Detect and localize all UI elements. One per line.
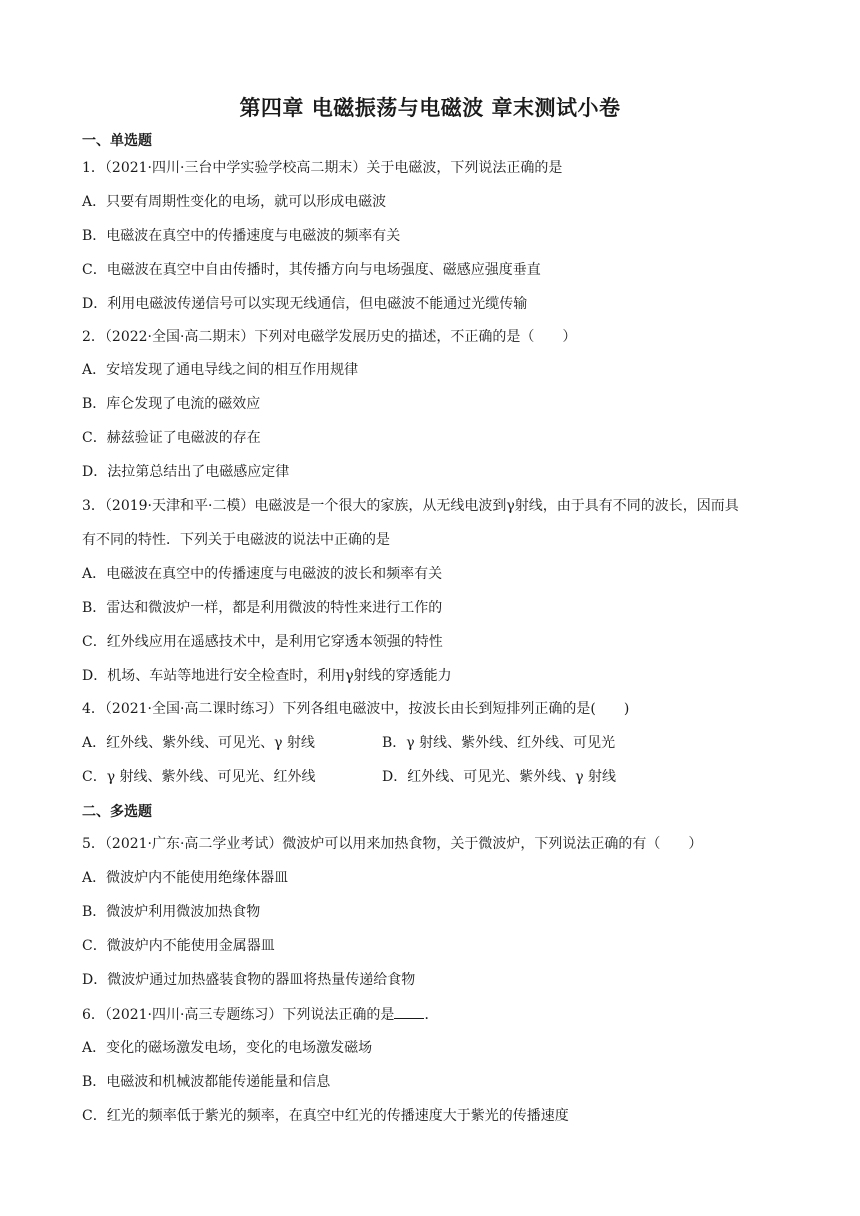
section-heading-multi-choice: 二、多选题 (82, 804, 152, 820)
q5-option-d: D．微波炉通过加热盛装食物的器皿将热量传递给食物 (82, 972, 416, 988)
q3-option-d: D．机场、车站等地进行安全检查时，利用γ射线的穿透能力 (82, 668, 452, 684)
q1-option-a: A．只要有周期性变化的电场，就可以形成电磁波 (82, 194, 387, 210)
q4-option-c: C．γ 射线、紫外线、可见光、红外线 (82, 769, 316, 785)
q2-option-a: A．安培发现了通电导线之间的相互作用规律 (82, 362, 359, 378)
q3-option-c: C．红外线应用在遥感技术中，是利用它穿透本领强的特性 (82, 634, 443, 650)
q4-stem: 4．（2021·全国·高二课时练习）下列各组电磁波中，按波长由长到短排列正确的是( ) (82, 701, 630, 717)
q2-option-b: B．库仑发现了电流的磁效应 (82, 396, 261, 412)
q6-stem-row (82, 1004, 438, 1025)
q4-option-d: D．红外线、可见光、紫外线、γ 射线 (382, 769, 617, 785)
answer-blank (394, 1004, 424, 1019)
q3-stem-line1: 3．（2019·天津和平·二模）电磁波是一个很大的家族，从无线电波到γ射线，由于具有不同的波长，因而具 (82, 498, 739, 514)
q2-option-c: C．赫兹验证了电磁波的存在 (82, 430, 261, 446)
q5-stem: 5．（2021·广东·高二学业考试）微波炉可以用来加热食物，关于微波炉，下列说法正确的有（ ） (82, 836, 703, 852)
q6-option-c: C．红光的频率低于紫光的频率，在真空中红光的传播速度大于紫光的传播速度 (82, 1108, 569, 1124)
q1-stem: 1．（2021·四川·三台中学实验学校高二期末）关于电磁波，下列说法正确的是 (82, 160, 563, 176)
q4-option-b: B．γ 射线、紫外线、红外线、可见光 (382, 735, 616, 751)
q3-option-b: B．雷达和微波炉一样，都是利用微波的特性来进行工作的 (82, 600, 443, 616)
page-title: 第四章 电磁振荡与电磁波 章末测试小卷 (239, 96, 621, 120)
q6-stem-end: ． (424, 1007, 439, 1023)
q6-option-a: A．变化的磁场激发电场，变化的电场激发磁场 (82, 1040, 373, 1056)
q3-option-a: A．电磁波在真空中的传播速度与电磁波的波长和频率有关 (82, 566, 443, 582)
q4-option-a: A．红外线、紫外线、可见光、γ 射线 (82, 735, 315, 751)
q6-stem: 6．（2021·四川·高三专题练习）下列说法正确的是 (82, 1007, 395, 1023)
q5-option-b: B．微波炉利用微波加热食物 (82, 904, 261, 920)
q2-stem: 2．（2022·全国·高二期末）下列对电磁学发展历史的描述，不正确的是（ ） (82, 329, 577, 345)
q1-option-d: D．利用电磁波传递信号可以实现无线通信，但电磁波不能通过光缆传输 (82, 296, 528, 312)
section-heading-single-choice: 一、单选题 (82, 133, 152, 149)
q5-option-a: A．微波炉内不能使用绝缘体器皿 (82, 870, 289, 886)
q2-option-d: D．法拉第总结出了电磁感应定律 (82, 464, 290, 480)
q5-option-c: C．微波炉内不能使用金属器皿 (82, 938, 275, 954)
q3-stem-line2: 有不同的特性．下列关于电磁波的说法中正确的是 (82, 532, 390, 548)
q1-option-b: B．电磁波在真空中的传播速度与电磁波的频率有关 (82, 228, 401, 244)
q6-option-b: B．电磁波和机械波都能传递能量和信息 (82, 1074, 331, 1090)
q1-option-c: C．电磁波在真空中自由传播时，其传播方向与电场强度、磁感应强度垂直 (82, 262, 541, 278)
